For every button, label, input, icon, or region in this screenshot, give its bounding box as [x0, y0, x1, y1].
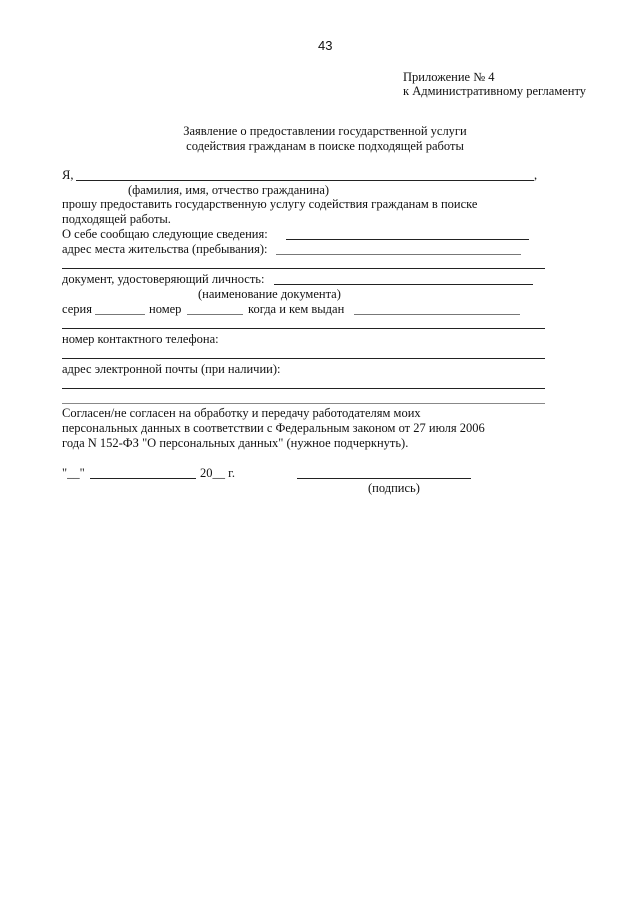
document-title-line2: содействия гражданам в поиске подходящей работы	[186, 139, 464, 153]
phone-label: номер контактного телефона:	[62, 332, 219, 346]
issued-field-continuation[interactable]	[62, 328, 545, 329]
id-document-hint: (наименование документа)	[198, 287, 341, 301]
separator-line	[62, 403, 545, 404]
series-label: серия	[62, 302, 92, 316]
request-text-line2: подходящей работы.	[62, 212, 171, 226]
date-month-field[interactable]	[90, 478, 196, 479]
series-field[interactable]	[95, 314, 145, 315]
ya-label: Я,	[62, 168, 74, 182]
number-field[interactable]	[187, 314, 243, 315]
consent-line3: года N 152-ФЗ "О персональных данных" (нужное подчеркнуть).	[62, 436, 409, 450]
address-field-continuation[interactable]	[62, 268, 545, 269]
consent-line1: Согласен/не согласен на обработку и передачу работодателям моих	[62, 406, 421, 420]
id-document-label: документ, удостоверяющий личность:	[62, 272, 265, 286]
appendix-number: Приложение № 4	[403, 70, 495, 84]
appendix-regulation: к Административному регламенту	[403, 84, 587, 98]
phone-field[interactable]	[62, 358, 545, 359]
number-label: номер	[149, 302, 182, 316]
address-field[interactable]	[276, 254, 521, 255]
about-label: О себе сообщаю следующие сведения:	[62, 227, 268, 241]
issued-field[interactable]	[354, 314, 520, 315]
date-year-prefix: 20__ г.	[200, 466, 235, 480]
name-comma: ,	[534, 168, 538, 182]
page-number: 43	[318, 38, 333, 53]
request-text-line1: прошу предоставить государственную услугу содействия гражданам в поиске	[62, 197, 478, 211]
signature-field[interactable]	[297, 478, 471, 479]
consent-line2: персональных данных в соответствии с Федеральным законом от 27 июля 2006	[62, 421, 485, 435]
email-label: адрес электронной почты (при наличии):	[62, 362, 281, 376]
address-label: адрес места жительства (пребывания):	[62, 242, 268, 256]
email-field[interactable]	[62, 388, 545, 389]
about-field[interactable]	[286, 239, 529, 240]
date-day-prefix: "__"	[62, 466, 85, 480]
signature-hint: (подпись)	[368, 481, 420, 495]
document-title-line1: Заявление о предоставлении государственной услуги	[183, 124, 467, 138]
name-hint: (фамилия, имя, отчество гражданина)	[128, 183, 330, 197]
issued-label: когда и кем выдан	[248, 302, 345, 316]
full-name-field[interactable]	[76, 180, 534, 181]
id-document-field[interactable]	[274, 284, 533, 285]
